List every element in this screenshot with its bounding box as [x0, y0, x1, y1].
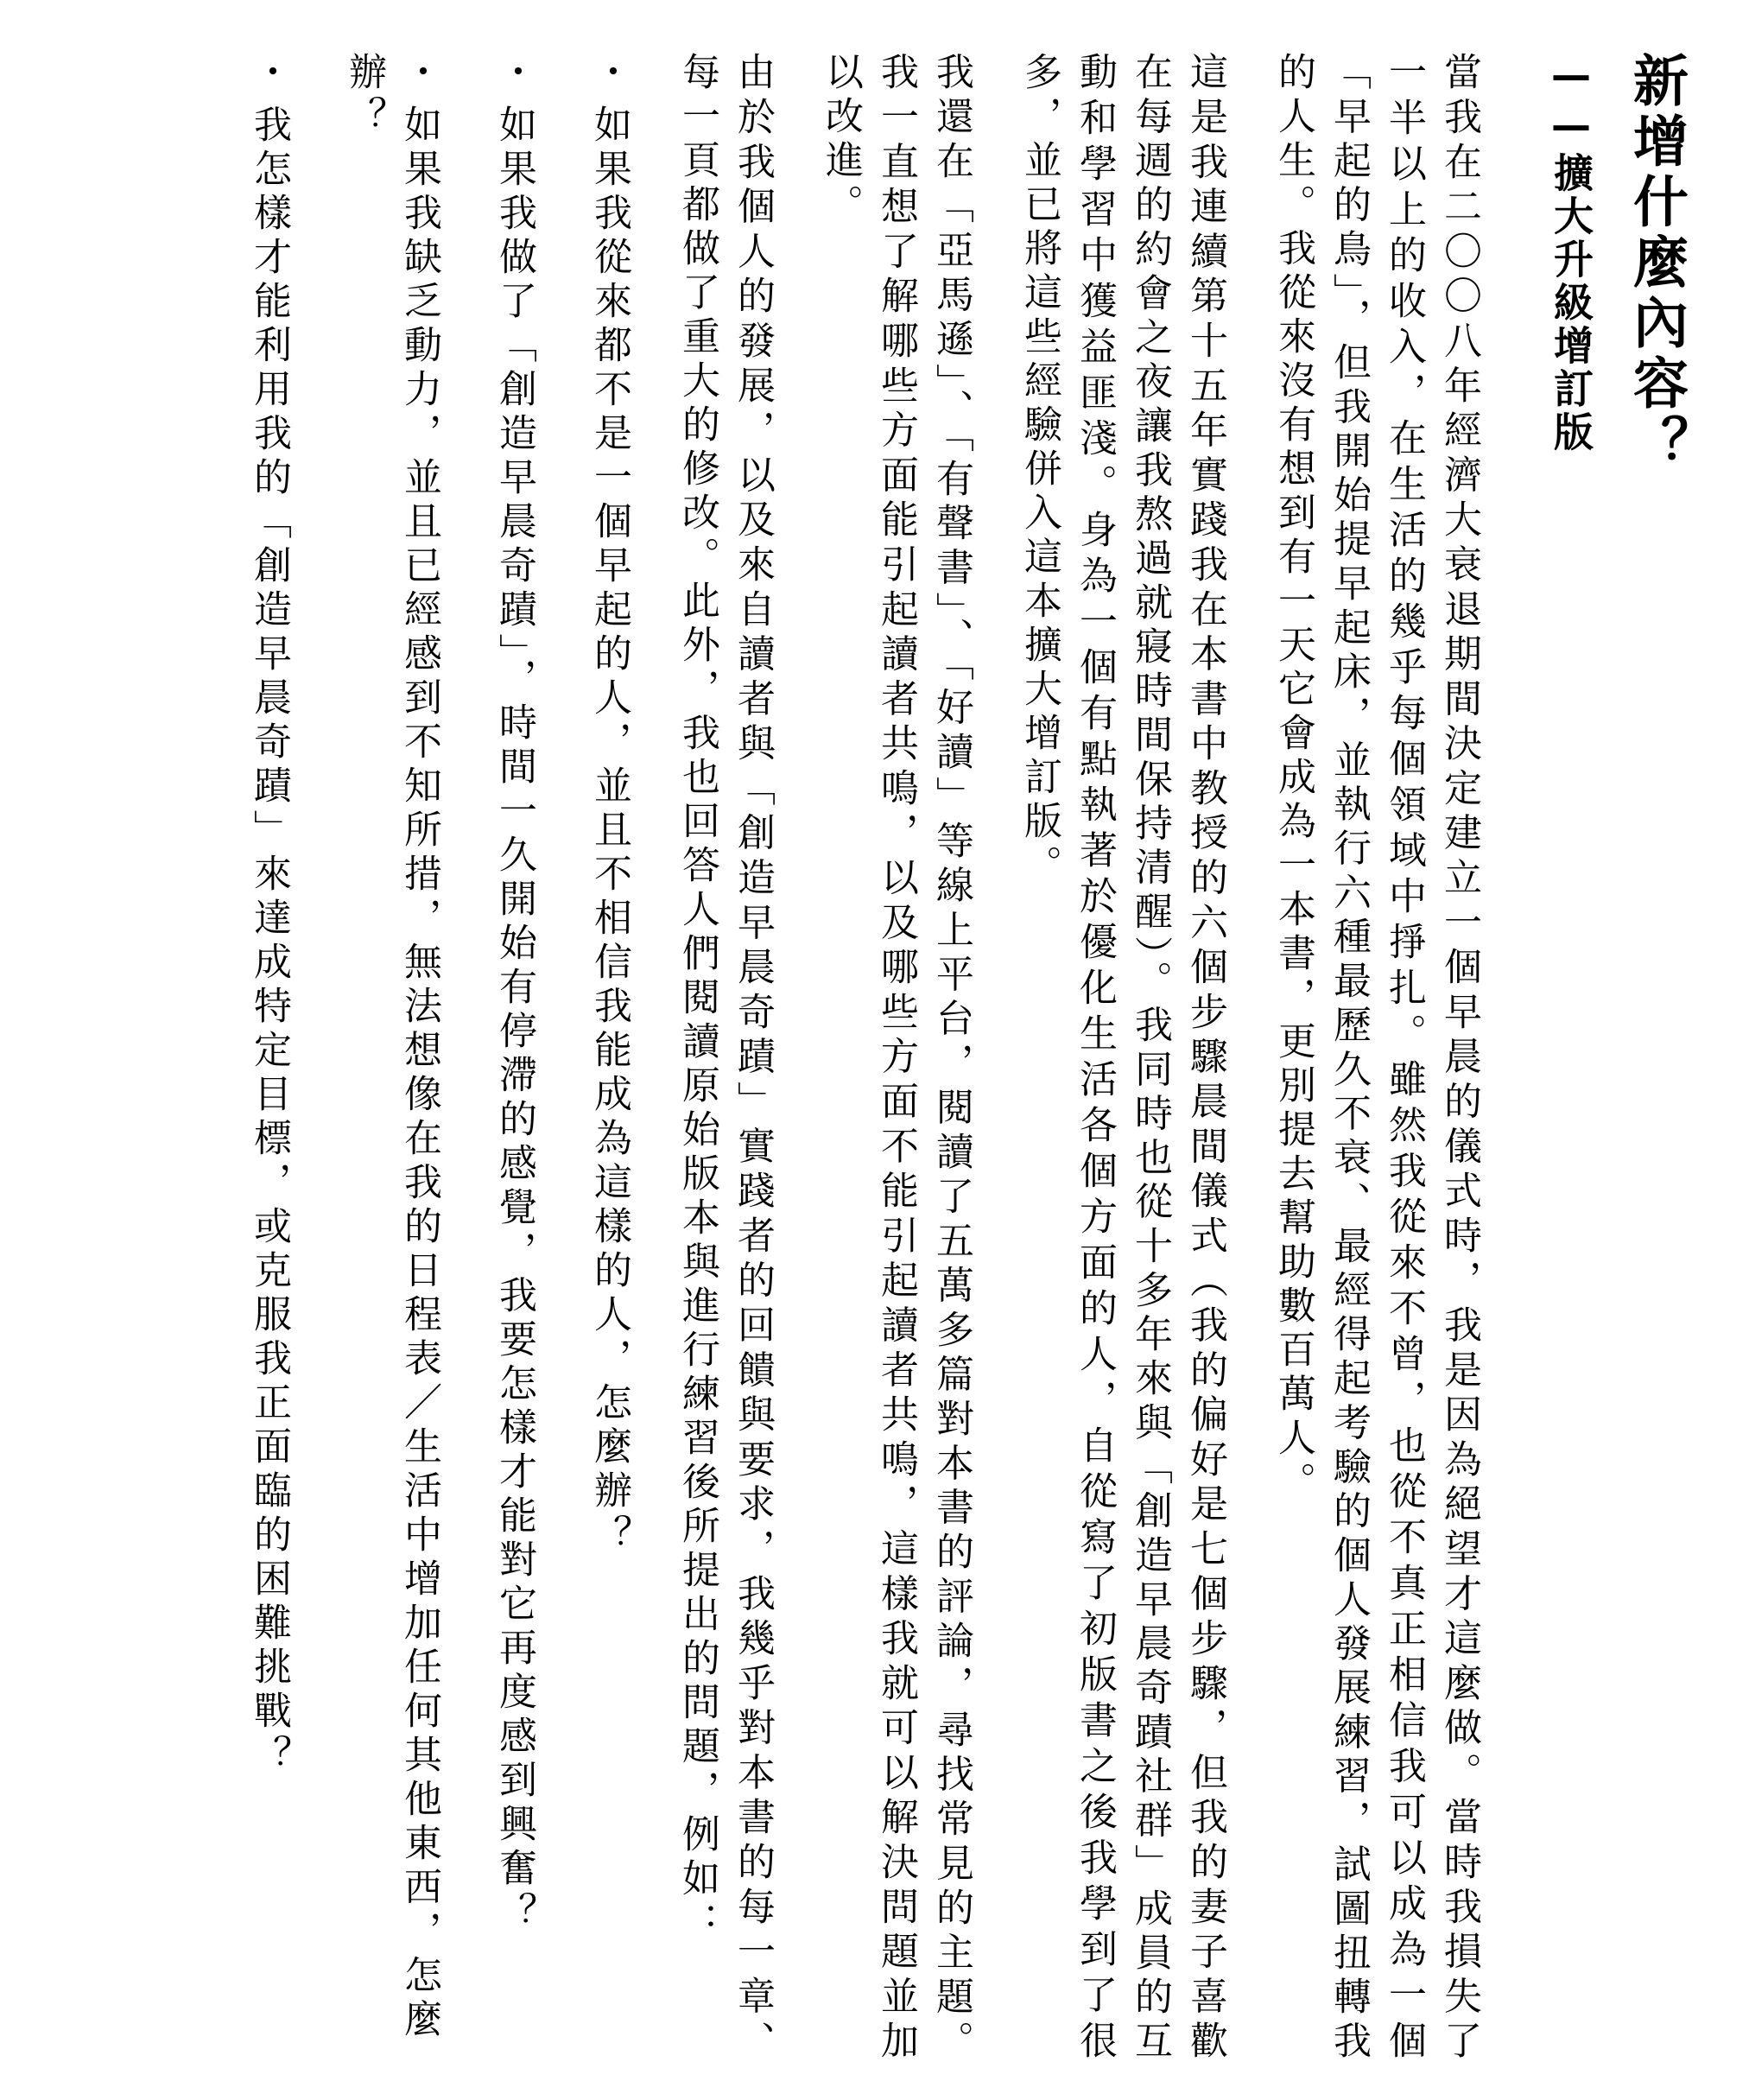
bullet-icon: ・	[587, 52, 631, 96]
paragraph-2: 這是我連續第十五年實踐我在本書中教授的六個步驟晨間儀式（我的偏好是七個步驟，但我的妻子喜歡在每週的約會之夜讓我熬過就寢時間保持清醒）。我同時也從十多年來與「創造早晨奇蹟社群」成員的互動和學習中獲益匪淺。身為一個有點執著於優化生活各個方面的人，自從寫了初版書之後我學到了很多，並已將這些經驗併入這本擴大增訂版。	[1017, 52, 1227, 2065]
question-text: 如果我做了「創造早晨奇蹟」，時間一久開始有停滯的感覺，我要怎樣才能對它再度感到興奮？	[492, 105, 536, 1936]
book-page	[39, 52, 1697, 2065]
paragraph-3: 我還在「亞馬遜」、「有聲書」、「好讀」等線上平台，閱讀了五萬多篇對本書的評論，尋找常見的主題。我一直想了解哪些方面能引起讀者共鳴，以及哪些方面不能引起讀者共鳴，這樣我就可以解決問題並加以改進。	[819, 52, 973, 2065]
question-item	[336, 52, 447, 2065]
question-item	[486, 52, 542, 2065]
question-text: 如果我缺乏動力，並且已經感到不知所措，無法想像在我的日程表／生活中增加任何其他東西，怎麼辦？	[342, 52, 441, 2043]
bullet-icon: ・	[397, 52, 441, 96]
page-title: 新增什麼內容？	[1624, 52, 1688, 475]
paragraph-1: 當我在二〇〇八年經濟大衰退期間決定建立一個早晨的儀式時，我是因為絕望才這麼做。當時我損失了一半以上的收入，在生活的幾乎每個領域中掙扎。雖然我從來不曾，也從不真正相信我可以成為一個「早起的鳥」，但我開始提早起床，並執行六種最歷久不衰、最經得起考驗的個人發展練習，試圖扭轉我的人生。我從來沒有想到有一天它會成為一本書，更別提去幫助數百萬人。	[1271, 52, 1481, 2065]
bullet-icon: ・	[492, 52, 536, 96]
question-item	[241, 52, 296, 2065]
bullet-icon: ・	[247, 52, 291, 96]
question-list	[241, 52, 637, 2065]
question-text: 如果我從來都不是一個早起的人，並且不相信我能成為這樣的人，怎麼辦？	[587, 105, 631, 1558]
paragraph-4: 由於我個人的發展，以及來自讀者與「創造早晨奇蹟」實踐者的回饋與要求，我幾乎對本書的每一章、每一頁都做了重大的修改。此外，我也回答人們閱讀原始版本與進行練習後所提出的問題，例如：	[675, 52, 775, 2065]
question-item	[581, 52, 637, 2065]
question-text: 我怎樣才能利用我的「創造早晨奇蹟」來達成特定目標，或克服我正面臨的困難挑戰？	[247, 105, 291, 1779]
page-subtitle: ——擴大升級增訂版	[1548, 52, 1594, 454]
